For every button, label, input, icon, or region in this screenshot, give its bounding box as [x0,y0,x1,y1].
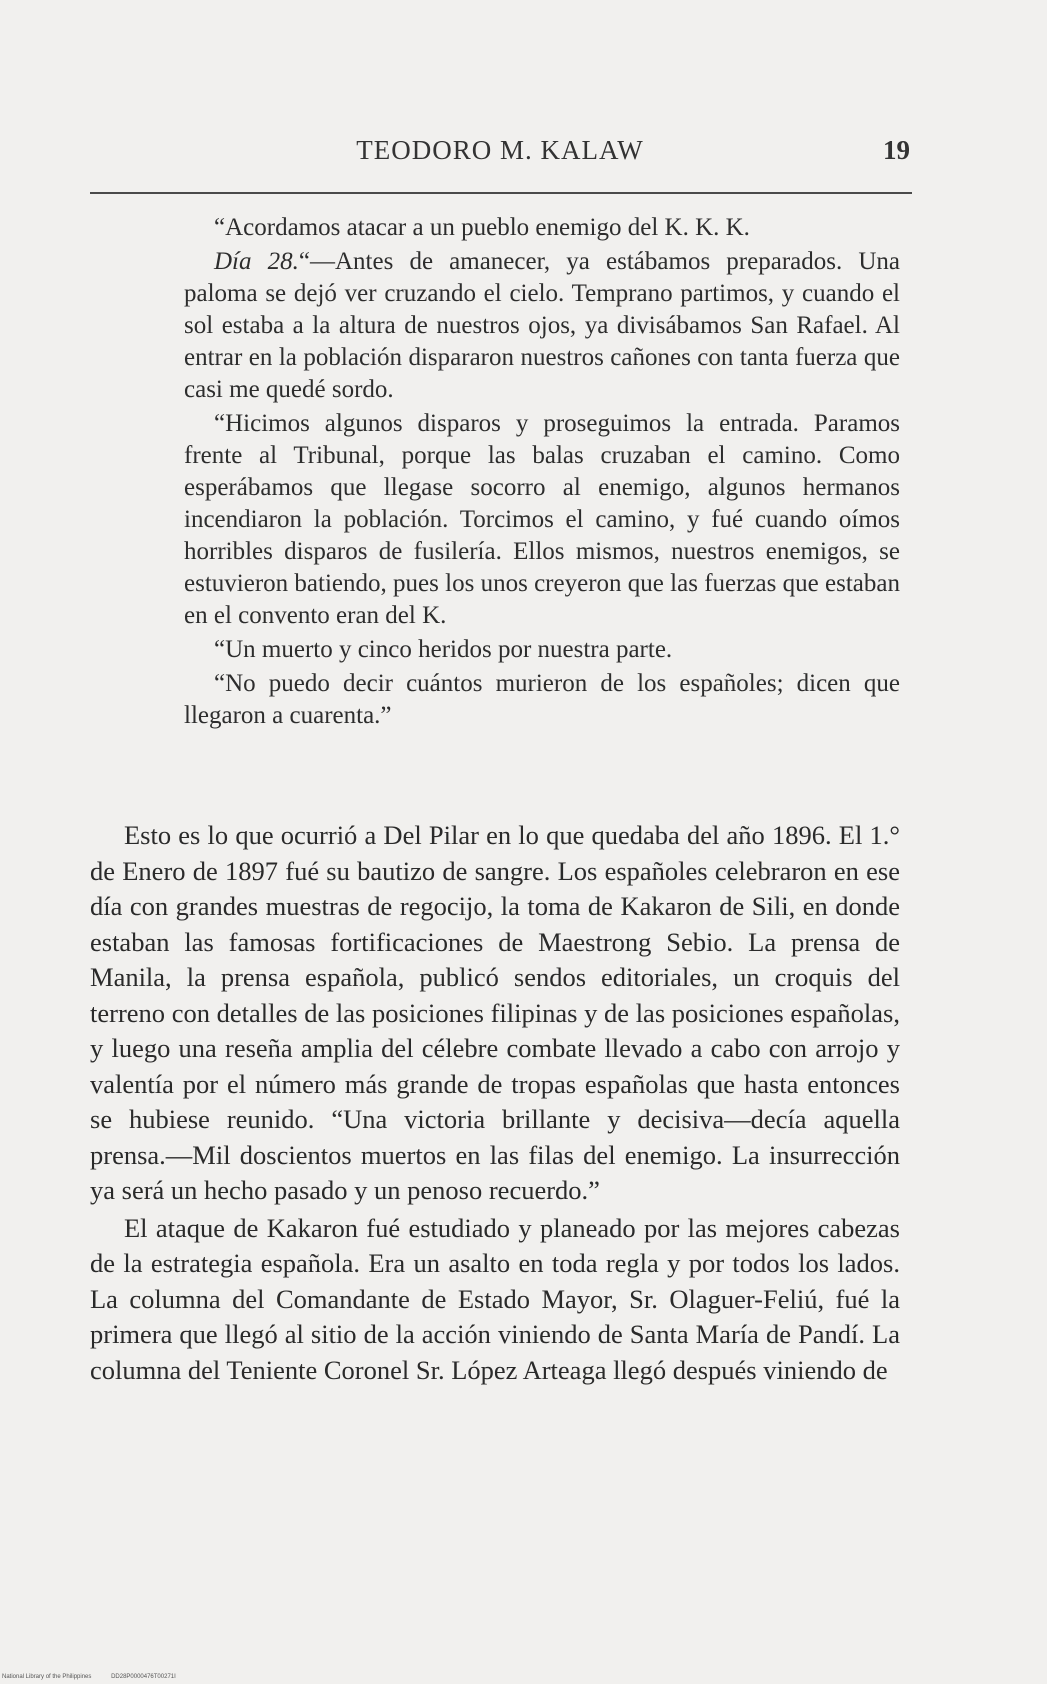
quote-paragraph: “Un muerto y cinco heridos por nuestra parte. [214,636,673,663]
quote-paragraph [184,246,900,406]
diary-entry-text: “—Antes de amanecer, ya estábamos preparados. Una paloma se dejó ver cruzando el cielo. Temprano partimos, y cuando el sol estaba a la altura de nuestros ojos, ya divisábamos San Rafael. Al entrar en la población dispararon nuestros cañones con tanta fuerza que casi me quedé sordo. [184,248,901,403]
header-rule [90,192,912,194]
quote-paragraph: “Hicimos algunos disparos y proseguimos la entrada. Paramos frente al Tribunal, porque las balas cruzaban el camino. Como esperábamos que llegase socorro al enemigo, algunos hermanos incendiaron la población. Torcimos el camino, y fué cuando oímos horribles disparos de fusilería. Ellos mismos, nuestros enemigos, se estuvieron batiendo, pues los unos creyeron que las fuerzas que estaban en el convento eran del K. [184,410,900,629]
scan-code: DD28P0000476T00271I [111,1674,176,1680]
page-number: 19 [883,135,910,165]
body-paragraph: El ataque de Kakaron fué estudiado y planeado por las mejores cabezas de la estrategia española. Era un asalto en toda regla y por todos los lados. La columna del Comandante de Estado Mayor, Sr. Olaguer-Feliú, fué la primera que llegó al sitio de la acción viniendo de Santa María de Pandí. La columna del Teniente Coronel Sr. López Arteaga llegó después viniendo de [90,1212,900,1385]
library-credit: National Library of the Philippines [2,1674,92,1680]
body-paragraph: Esto es lo que ocurrió a Del Pilar en lo que quedaba del año 1896. El 1.° de Enero de 1897 fué su bautizo de sangre. Los españoles celebraron en ese día con grandes muestras de regocijo, la toma de Kakaron de Sili, en donde estaban las famosas fortificaciones de Maestrong Sebio. La prensa de Manila, la prensa española, publicó sendos editoriales, un croquis del terreno con detalles de las posiciones filipinas y de las posiciones españolas, y luego una reseña amplia del célebre combate llevado a cabo con arrojo y valentía por el número más grande de tropas españolas que hasta entonces se hubiese reunido. “Una victoria brillante y decisiva—decía aquella prensa.—Mil doscientos muertos en las filas del enemigo. La insurrección ya será un hecho pasado y un penoso recuerdo.” [90,820,900,1205]
diary-day: Día 28. [214,248,299,275]
quote-paragraph: “Acordamos atacar a un pueblo enemigo del K. K. K. [214,214,750,241]
quoted-diary-block [184,212,900,734]
scan-footer [2,1674,194,1680]
body-text [90,818,900,1390]
running-title: TEODORO M. KALAW [356,135,644,165]
running-head [90,135,910,175]
quote-paragraph: “No puedo decir cuántos murieron de los españoles; dicen que llegaron a cuarenta.” [184,670,900,729]
